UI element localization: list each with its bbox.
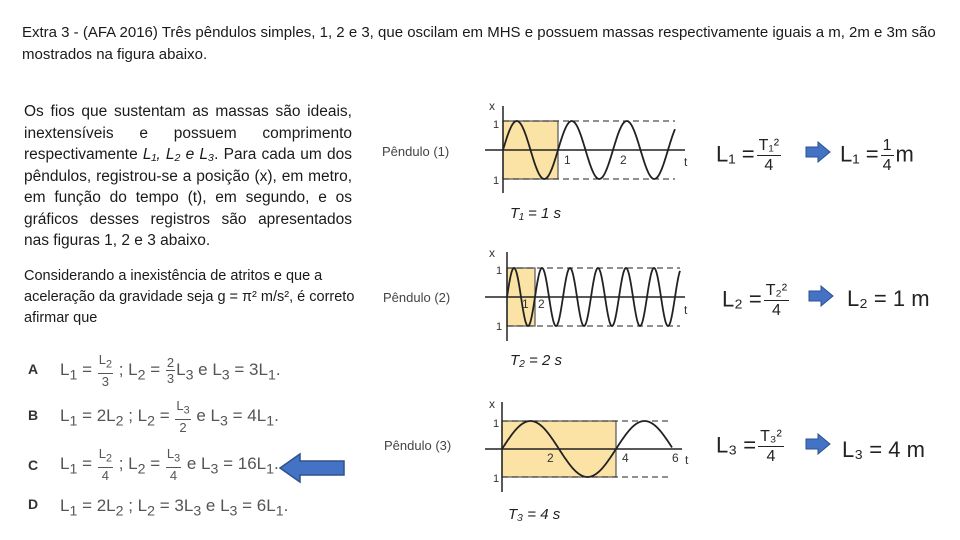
formula-1: L₁ = $\frac{\text{T₁²}}{4}$ [716,137,780,174]
result-3: L₃ = 4 m [842,437,925,462]
para1-symbols: L₁, L₂ e L₃ [142,146,215,163]
arrow-right-icon [808,285,834,307]
question-header: Extra 3 - (AFA 2016) Três pêndulos simples, 1, 2 e 3, que oscilam em MHS e possuem massas respectivamente iguais a m, 2m e 3m são mostrados na figura abaixo. [22,24,936,63]
para1-before: Os fios que sustentam as massas são ideais, inextensíveis e possuem comprimento respectivamente [24,103,352,163]
pendulum-2-label: Pêndulo (2) [383,290,451,305]
option-letter-a[interactable]: A [28,361,39,377]
option-letter-d[interactable]: D [28,496,39,512]
amp-top-label: 1 [493,418,500,430]
option-letter-b[interactable]: B [28,407,39,423]
question-paragraph-1 [24,101,352,252]
period-2-label: T₂ = 2 s [510,352,562,369]
amp-top-label: 1 [496,265,503,277]
result-1: L₁ = $\frac{1}{4}$ m [840,137,914,174]
tick-label-1: 1 [564,153,571,167]
pendulum-1-graph [480,98,700,198]
x-axis-label: x [489,246,495,260]
option-letter-c[interactable]: C [28,457,39,473]
pendulum-3-graph [480,396,700,496]
amp-bottom-label: 1 [493,473,500,485]
x-axis-label: x [489,397,495,411]
t-axis-label: t [684,155,688,169]
tick-label-1: 1 [522,297,529,311]
pendulum-1-label: Pêndulo (1) [382,144,450,159]
arrow-right-icon [805,141,831,163]
tick-label-2: 2 [547,451,554,465]
t-axis-label: t [684,303,688,317]
formula-3: L₃ = $\frac{\text{T₃²}}{4}$ [716,428,782,465]
x-axis-label: x [489,99,495,113]
amp-bottom-label: 1 [496,321,503,333]
option-a-text[interactable]: $L_1$ = $\frac{L_2}{3}$ ; $L_2$ = $\frac{2}{3}$ $L_3$ e $L_3 = 3L_1$. [60,352,281,389]
option-d-text[interactable]: $L_1 = 2L_2$ ; $L_2 = 3L_3$ e $L_3 = 6L_1$. [60,496,289,520]
option-c-text[interactable]: $L_1$ = $\frac{L_2}{4}$ ; $L_2$ = $\frac{L_3}{4}$ e $L_3 = 16L_1$. [60,446,279,483]
tick-label-6: 6 [672,451,679,465]
arrow-right-icon [805,433,831,455]
result-2: L₂ = 1 m [847,286,930,311]
option-b-text[interactable]: $L_1 = 2L_2$ ; $L_2$ = $\frac{L_3}{2}$ e $L_3 = 4L_1$. [60,398,279,435]
amp-bottom-label: 1 [493,175,500,187]
arrow-left-icon [278,452,348,484]
period-3-label: T₃ = 4 s [508,506,561,523]
formula-2: L₂ = $\frac{\text{T₂²}}{4}$ [722,282,788,319]
para1-after: . Para cada um dos pêndulos, registrou-se a posição (x), em metro, em função do tempo (t), em segundo, e os gráficos desses registros são apresentados nas figuras 1, 2 e 3 abaixo. [24,146,352,249]
question-paragraph-2: Considerando a inexistência de atritos e que a aceleração da gravidade seja g = π² m/s², é correto afirmar que [24,268,355,326]
tick-label-2: 2 [538,297,545,311]
tick-label-4: 4 [622,451,629,465]
tick-label-2: 2 [620,153,627,167]
t-axis-label: t [685,453,689,467]
pendulum-3-label: Pêndulo (3) [384,438,452,453]
pendulum-2-graph [480,246,700,346]
period-1-label: T₁ = 1 s [510,205,561,222]
amp-top-label: 1 [493,119,500,131]
